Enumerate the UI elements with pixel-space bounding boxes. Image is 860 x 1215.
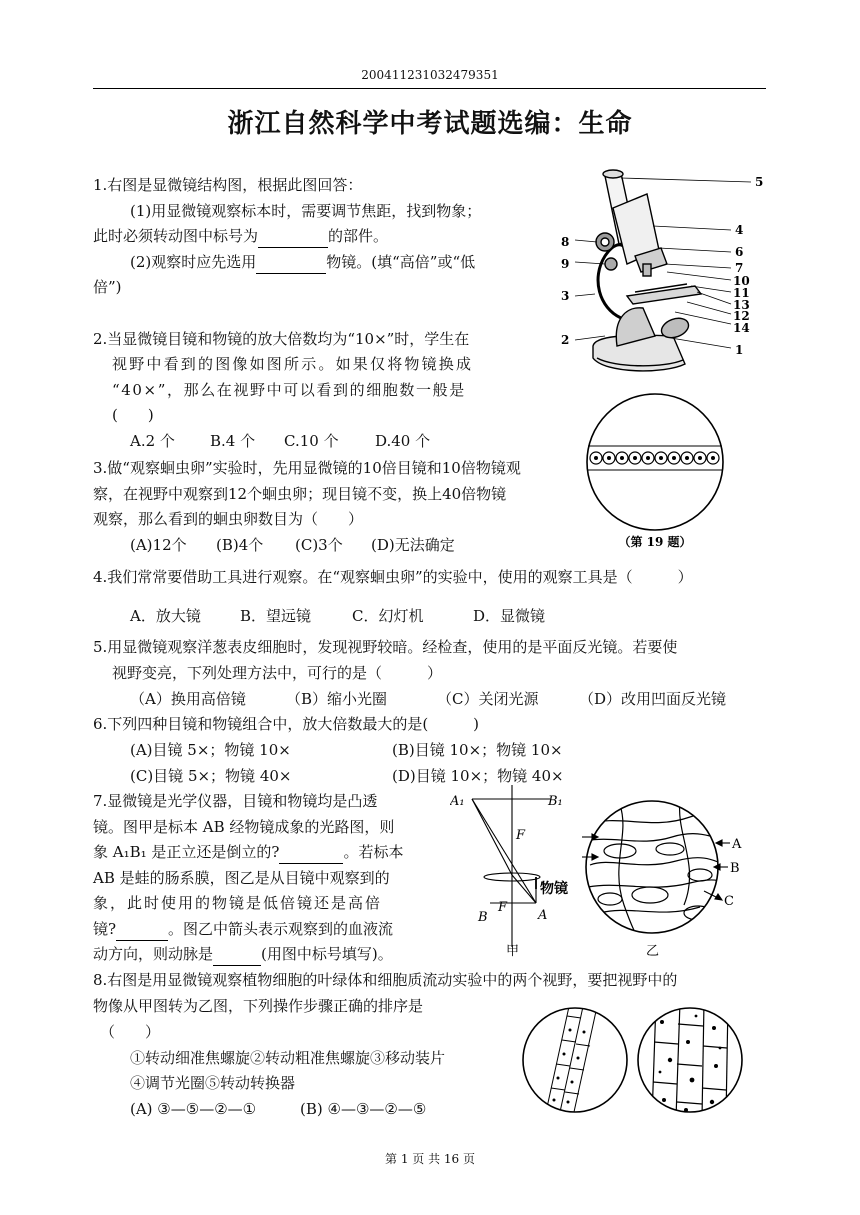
vessel-label: A — [732, 837, 742, 852]
q2-option-c: C.10 个 — [284, 432, 339, 450]
optics-label: F — [498, 900, 508, 915]
microscope-label: 4 — [735, 223, 744, 237]
q5-option-c: （C）关闭光源 — [437, 690, 539, 708]
egg-nucleus — [685, 456, 689, 460]
microscope-label: 11 — [733, 286, 750, 300]
q2-option-a: A.2 个 — [130, 432, 175, 450]
vessel-label: 乙 — [646, 944, 660, 959]
microscope-label: 2 — [561, 333, 570, 347]
page-title: 浙江自然科学中考试题选编：生命 — [227, 109, 633, 139]
q7-text: 动方向，则动脉是 — [93, 945, 214, 963]
figure-caption: （第 19 题） — [618, 535, 692, 549]
page-number: 第 1 页 共 16 页 — [385, 1152, 475, 1166]
q2-option-d: D.40 个 — [375, 432, 431, 450]
q3-option-b: (B)4个 — [216, 536, 264, 554]
q2-option-b: B.4 个 — [210, 432, 256, 450]
microscope-label: 12 — [733, 309, 750, 323]
q6-option-c: (C)目镜 5×；物镜 40× — [130, 767, 292, 785]
q4-option-c: C．幻灯机 — [352, 607, 424, 625]
q4-option-b: B．望远镜 — [240, 607, 312, 625]
microscope-label: 14 — [733, 321, 750, 335]
answer-blank[interactable] — [258, 225, 328, 248]
q3-option-d: (D)无法确定 — [371, 536, 455, 554]
q5-option-d: （D）改用凹面反光镜 — [579, 690, 727, 708]
field-view-1 — [523, 1008, 627, 1112]
q3-line-1: 3.做“观察蛔虫卵”实验时，先用显微镜的10倍目镜和10倍物镜观 — [93, 459, 521, 477]
plant-cell-figure — [520, 1002, 750, 1120]
optics-label: 甲 — [506, 944, 520, 959]
egg-nucleus — [711, 456, 715, 460]
q8-option-a: (A) ③—⑤—②—① — [130, 1100, 257, 1118]
egg-nucleus — [672, 456, 676, 460]
q7-text: 。图乙中箭头表示观察到的血液流 — [168, 920, 394, 938]
q1-text: 物镜。(填“高倍”或“低 — [326, 253, 476, 271]
q1-line-3 — [93, 225, 388, 248]
q5-line-2: 视野变亮，下列处理方法中，可行的是（ ） — [112, 664, 443, 682]
optics-label: 物镜 — [540, 881, 568, 897]
q7-line-6 — [93, 918, 393, 941]
microscope-label: 6 — [735, 245, 744, 259]
q1-line-5: 倍”) — [93, 278, 122, 296]
q7-line-3 — [93, 841, 403, 864]
q3-line-3: 观察，那么看到的蛔虫卵数目为（ ） — [93, 510, 364, 528]
q1-text: (2)观察时应先选用 — [130, 253, 257, 271]
q8-line-1: 8.右图是用显微镜观察植物细胞的叶绿体和细胞质流动实验中的两个视野，要把视野中的 — [93, 971, 678, 989]
q6-option-b: (B)目镜 10×；物镜 10× — [392, 741, 563, 759]
q4-line-1: 4.我们常常要借助工具进行观察。在“观察蛔虫卵”的实验中，使用的观察工具是（ ） — [93, 568, 693, 586]
answer-blank[interactable] — [256, 251, 326, 274]
microscope-label: 13 — [733, 298, 750, 312]
q8-option-b: (B) ④—③—②—⑤ — [300, 1100, 427, 1118]
q5-option-a: （A）换用高倍镜 — [130, 690, 246, 708]
q2-line-1: 2.当显微镜目镜和物镜的放大倍数均为“10×”时，学生在 — [93, 330, 470, 348]
q6-line-1: 6.下列四种目镜和物镜组合中，放大倍数最大的是( ) — [93, 715, 480, 733]
q7-line-7 — [93, 943, 393, 966]
microscope-label: 3 — [561, 289, 570, 303]
blood-vessel-figure — [580, 795, 745, 960]
q8-line-5: ④调节光圈⑤转动转换器 — [130, 1074, 296, 1092]
q8-line-3: （ ） — [100, 1023, 161, 1041]
egg-nucleus — [594, 456, 598, 460]
q1-line-4 — [130, 251, 475, 274]
q7-text: 象 A₁B₁ 是正立还是倒立的? — [93, 843, 280, 861]
optics-label: F — [516, 828, 526, 843]
microscope-label: 5 — [755, 175, 764, 189]
q6-option-d: (D)目镜 10×；物镜 40× — [392, 767, 564, 785]
optics-label: A₁ — [450, 794, 465, 809]
microscope-label: 10 — [733, 274, 750, 288]
header-rule — [93, 88, 766, 89]
q7-line-2: 镜。图甲是标本 AB 经物镜成象的光路图，则 — [93, 818, 395, 836]
microscope-label: 8 — [561, 235, 570, 249]
microscope-label: 7 — [735, 261, 744, 275]
q4-option-d: D．显微镜 — [473, 607, 546, 625]
egg-nucleus — [607, 456, 611, 460]
q2-line-2: 视野中看到的图像如图所示。如果仅将物镜换成 — [112, 355, 474, 373]
q2-line-4: ( ) — [112, 406, 154, 424]
microscope-figure — [555, 168, 770, 383]
q8-line-4: ①转动细准焦螺旋②转动粗准焦螺旋③移动装片 — [130, 1049, 446, 1067]
answer-blank[interactable] — [116, 918, 168, 941]
microscope-label: 9 — [561, 257, 570, 271]
egg-nucleus — [620, 456, 624, 460]
q1-text: 的部件。 — [328, 227, 389, 245]
q7-text: 。若标本 — [343, 843, 404, 861]
q3-line-2: 察，在视野中观察到12个蛔虫卵；现目镜不变，换上40倍物镜 — [93, 485, 507, 503]
document-id: 200411231032479351 — [361, 68, 499, 82]
optics-label: B — [478, 910, 488, 925]
optics-diagram-figure — [450, 785, 580, 960]
optics-label: B₁ — [548, 794, 563, 809]
vessel-label: C — [724, 894, 734, 909]
q8-line-2: 物像从甲图转为乙图，下列操作步骤正确的排序是 — [93, 997, 424, 1015]
q7-text: 镜? — [93, 920, 117, 938]
q6-option-a: (A)目镜 5×；物镜 10× — [130, 741, 291, 759]
q7-line-1: 7.显微镜是光学仪器，目镜和物镜均是凸透 — [93, 792, 378, 810]
q5-line-1: 5.用显微镜观察洋葱表皮细胞时，发现视野较暗。经检查，使用的是平面反光镜。若要使 — [93, 638, 678, 656]
vessel-label: B — [730, 861, 740, 876]
q7-text: (用图中标号填写)。 — [261, 945, 393, 963]
q4-option-a: A．放大镜 — [130, 607, 201, 625]
egg-nucleus — [698, 456, 702, 460]
q1-line-1: 1.右图是显微镜结构图，根据此图回答： — [93, 176, 363, 194]
q1-text: 此时必须转动图中标号为 — [93, 227, 259, 245]
egg-nucleus — [633, 456, 637, 460]
q3-option-a: (A)12个 — [130, 536, 187, 554]
q2-line-3: “40×”，那么在视野中可以看到的细胞数一般是 — [112, 381, 466, 399]
q7-line-4: AB 是蛙的肠系膜，图乙是从目镜中观察到的 — [93, 869, 390, 887]
q5-option-b: （B）缩小光圈 — [286, 690, 388, 708]
egg-nucleus — [659, 456, 663, 460]
answer-blank[interactable] — [279, 841, 343, 864]
optics-label: A — [538, 908, 548, 923]
field-of-view-figure — [580, 392, 730, 552]
q7-line-5: 象，此时使用的物镜是低倍镜还是高倍 — [93, 894, 383, 912]
egg-nucleus — [646, 456, 650, 460]
microscope-label: 1 — [735, 343, 744, 357]
q3-option-c: (C)3个 — [295, 536, 343, 554]
answer-blank[interactable] — [213, 943, 261, 966]
q1-line-2: (1)用显微镜观察标本时，需要调节焦距，找到物象； — [130, 202, 482, 220]
